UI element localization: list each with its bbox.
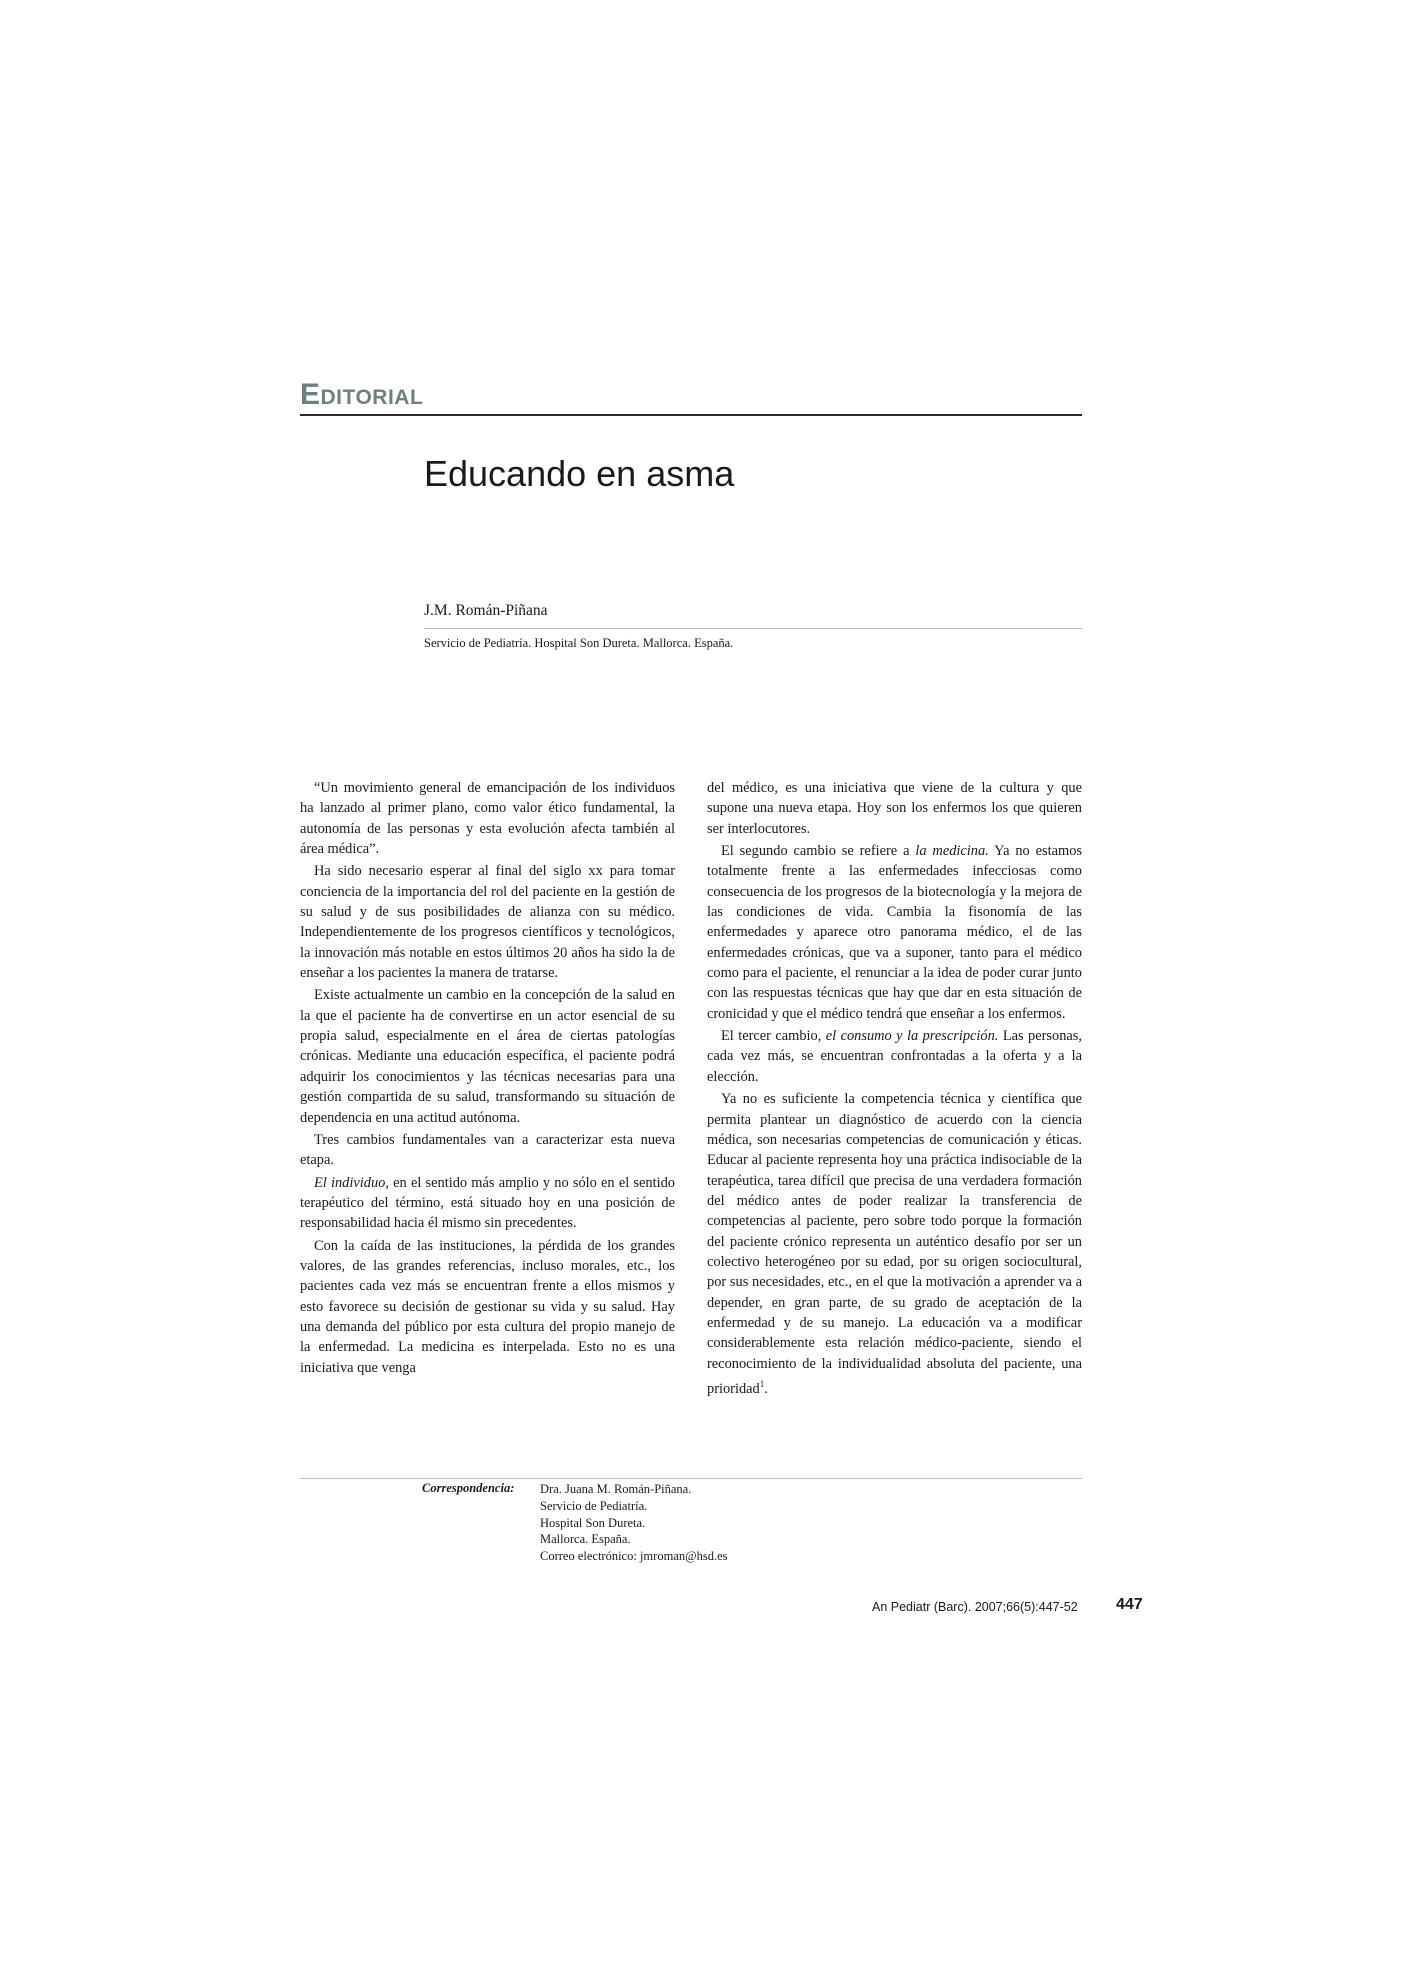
correspondence-label: Correspondencia: [422,1481,515,1495]
correspondence-address [540,1481,728,1565]
paragraph: Existe actualmente un cambio en la concepción de la salud en la que el paciente ha de convertirse en un actor esencial de su propia salud, especialmente en el área de ciertas patologías crónicas. Mediante una educación específica, el paciente podrá adquirir los conocimientos y las técnicas necesarias para una gestión compartida de su salud, transformando su situación de dependencia en una actitud autónoma. [300,987,675,1126]
correspondence-line: Dra. Juana M. Román-Piñana. [540,1482,692,1496]
author-affiliation: Servicio de Pediatría. Hospital Son Dureta. Mallorca. España. [424,636,734,650]
correspondence-line: Hospital Son Dureta. [540,1515,646,1530]
paragraph: Ha sido necesario esperar al final del siglo xx para tomar conciencia de la importancia del rol del paciente en la gestión de su salud y de sus posibilidades de alianza con su médico. Independientemente de los progresos científicos y tecnológicos, la innovación más notable en estos últimos 20 años ha sido la de enseñar a los pacientes la manera de tratarse. [300,863,675,982]
section-label: Editorial [300,378,424,411]
article-title: Educando en asma [424,453,735,494]
correspondence-divider [300,1478,1082,1479]
author-name: J.M. Román-Piñana [424,602,548,619]
page-number: 447 [1116,1596,1143,1613]
body-column-right [707,778,1082,1401]
paragraph: Con la caída de las instituciones, la pérdida de los grandes valores, de las grandes referencias, incluso morales, etc., los pacientes cada vez más se encuentran frente a ellos mismos y esto favorece su decisión de gestionar su vida y su salud. Hay una demanda del público por esta cultura del propio manejo de la enfermedad. La medicina es interpelada. Esto no es una iniciativa que venga [300,1237,675,1376]
body-column-left [300,778,675,1380]
emphasis: el consumo y la prescripción. [825,1028,999,1045]
correspondence-email: Correo electrónico: jmroman@hsd.es [540,1549,728,1564]
paragraph: El individuo, en el sentido más amplio y no sólo en el sentido terapéutico del término, está situado hoy en una posición de responsabilidad hacia él mismo sin precedentes. [300,1174,675,1232]
paragraph: del médico, es una iniciativa que viene de la cultura y que supone una nueva etapa. Hoy son los enfermos los que quieren ser interlocutores. [707,780,1082,837]
paragraph: Ya no es suficiente la competencia técnica y científica que permita plantear un diagnóstico de acuerdo con la ciencia médica, son necesarias competencias de comunicación y éticas. Educar al paciente representa hoy una práctica indisociable de la terapéutica, tarea difícil que precisa de una verdadera formación del médico antes de poder realizar la transferencia de competencias al paciente, pero sobre todo porque la formación del paciente crónico representa un auténtico desafío por ser un colectivo heterogéneo por su edad, por su origen sociocultural, por sus necesidades, etc., en el que la motivación a aprender va a depender, en gran parte, de su grado de aceptación de la enfermedad y de su manejo. La educación va a modificar considerablemente esta relación médico-paciente, siendo el reconocimiento de la individualidad absoluta del paciente, una prioridad$^1$. [707,1091,1082,1397]
emphasis: El individuo [314,1174,386,1191]
journal-citation: An Pediatr (Barc). 2007;66(5):447-52 [872,1600,1078,1614]
paragraph: “Un movimiento general de emancipación de los individuos ha lanzado al primer plano, como valor ético fundamental, la autonomía de las personas y esta evolución afecta también al área médica”. [300,780,675,858]
reference-marker: 1 [759,1378,765,1389]
correspondence-line: Mallorca. España. [540,1532,631,1547]
paragraph: El tercer cambio, el consumo y la prescripción. Las personas, cada vez más, se encuentran confrontadas a la oferta y a la elección. [707,1028,1082,1085]
correspondence-line: Servicio de Pediatría. [540,1498,648,1513]
section-divider [300,414,1082,416]
author-divider [424,628,1082,629]
paragraph: Tres cambios fundamentales van a caracterizar esta nueva etapa. [300,1131,675,1169]
emphasis: la medicina. [915,843,989,860]
paragraph: El segundo cambio se refiere a la medicina. Ya no estamos totalmente frente a las enfermedades infecciosas como consecuencia de los progresos de la biotecnología y la mejora de las condiciones de vida. Cambia la fisonomía de las enfermedades y aparece otro panorama médico, el de las enfermedades crónicas, que va a suponer, tanto para el médico como para el paciente, el renunciar a la idea de poder curar junto con las respuestas técnicas que hay que dar en esta situación de cronicidad y que el médico tendrá que enseñar a los enfermos. [707,843,1082,1022]
